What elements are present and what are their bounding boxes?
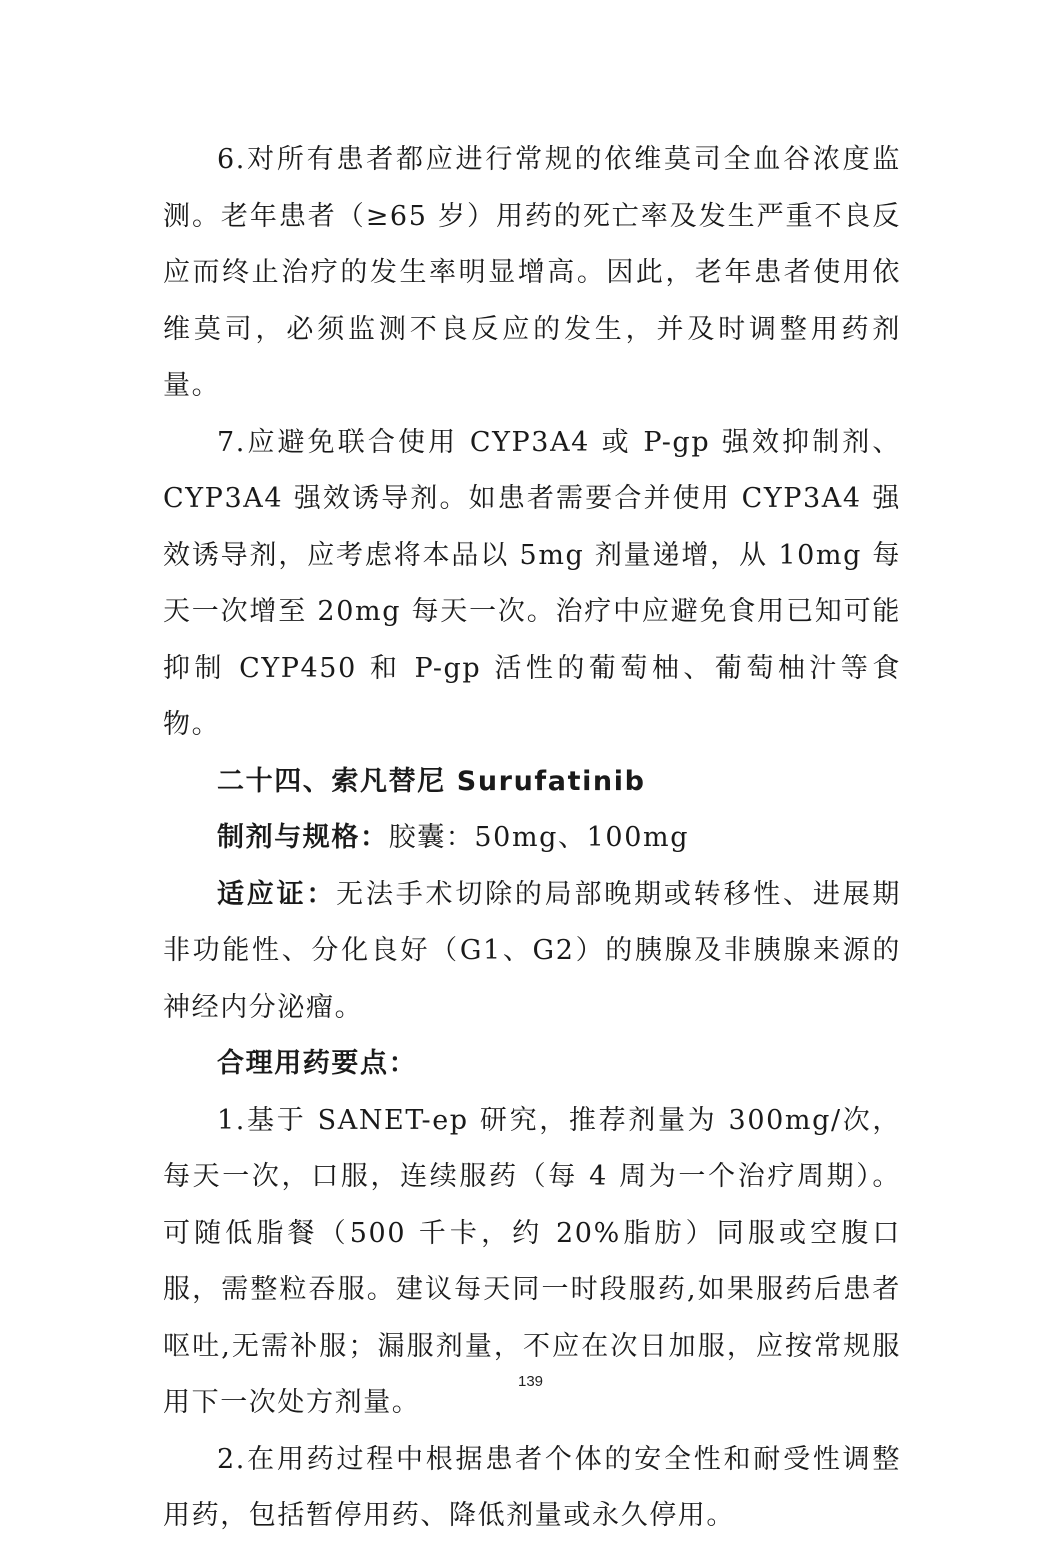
paragraph-6: 6.对所有患者都应进行常规的依维莫司全血谷浓度监测。老年患者（≥65 岁）用药的死亡率及发生严重不良反应而终止治疗的发生率明显增高。因此，老年患者使用依维莫司，必须监测不良反应的发生，并及时调整用药剂量。	[163, 144, 901, 401]
section-title: 二十四、索凡替尼 Surufatinib	[217, 765, 646, 797]
document-body	[163, 132, 901, 1545]
page-number: 139	[517, 1373, 544, 1390]
key-points-title: 合理用药要点：	[217, 1048, 418, 1079]
indication-text: 无法手术切除的局部晚期或转移性、进展期非功能性、分化良好（G1、G2）的胰腺及非胰腺来源的神经内分泌瘤。	[163, 878, 901, 1023]
indication-label: 适应证：	[217, 878, 337, 910]
formulation-label: 制剂与规格：	[217, 822, 389, 853]
paragraph-7: 7.应避免联合使用 CYP3A4 或 P-gp 强效抑制剂、CYP3A4 强效诱导剂。如患者需要合并使用 CYP3A4 强效诱导剂，应考虑将本品以 5mg 剂量递增，从 10mg 每天一次增至 20mg 每天一次。治疗中应避免食用已知可能抑制 CYP450 和 P-gp 活性的葡萄柚、葡萄柚汁等食物。	[163, 426, 901, 740]
formulation-text: 胶囊：50mg、100mg	[388, 822, 690, 853]
indication-paragraph	[163, 867, 901, 1037]
key-point-2: 2.在用药过程中根据患者个体的安全性和耐受性调整用药，包括暂停用药、降低剂量或永久停用。	[163, 1443, 901, 1531]
key-point-1: 1.基于 SANET-ep 研究，推荐剂量为 300mg/次，每天一次，口服，连续服药（每 4 周为一个治疗周期）。可随低脂餐（500 千卡，约 20%脂肪）同服或空腹口服，需整粒吞服。建议每天同一时段服药,如果服药后患者呕吐,无需补服；漏服剂量，不应在次日加服，应按常规服用下一次处方剂量。	[163, 1104, 901, 1418]
formulation-paragraph	[163, 810, 901, 867]
